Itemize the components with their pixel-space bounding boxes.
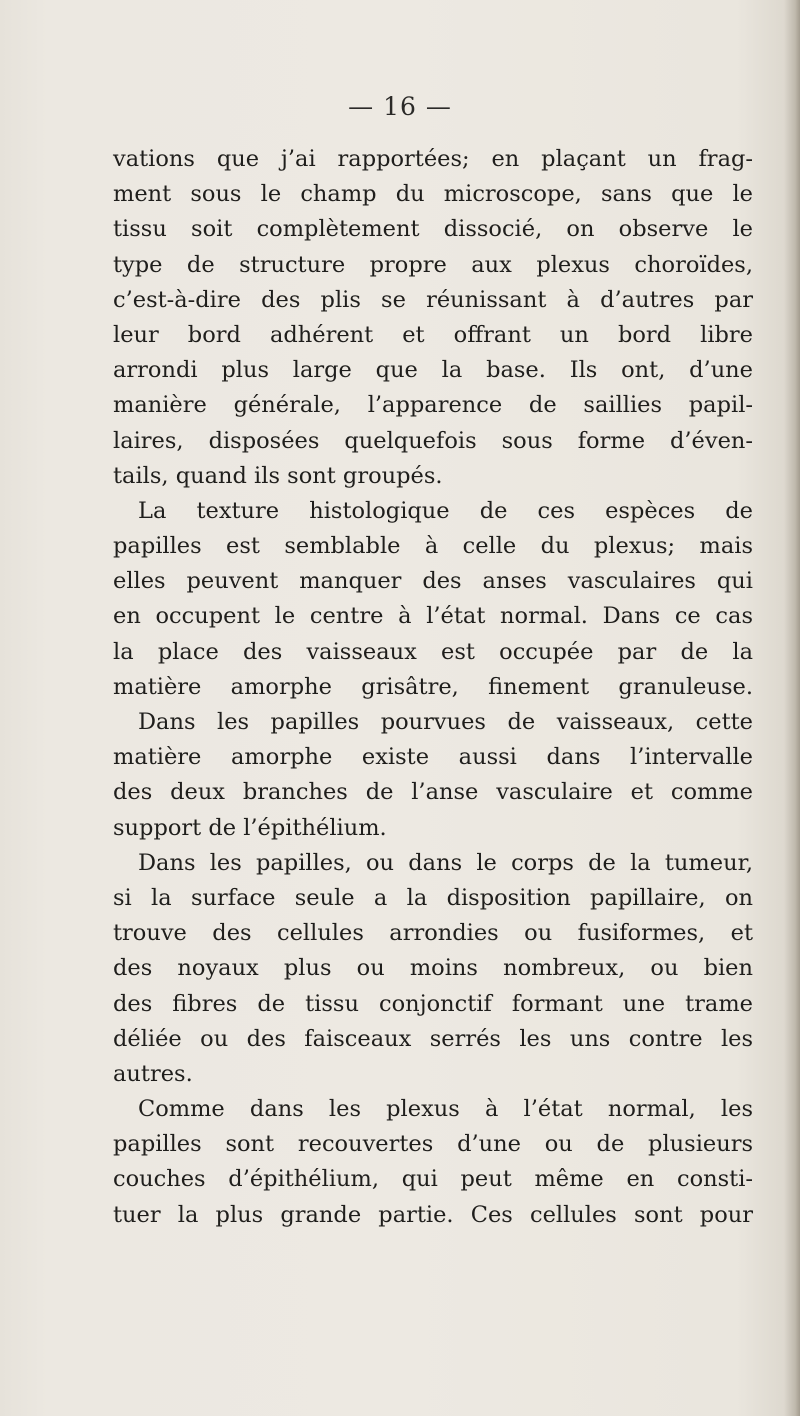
text-line: tuer la plus grande partie. Ces cellules sont pour xyxy=(113,1201,753,1228)
text-line: la place des vaisseaux est occupée par de la xyxy=(113,638,753,665)
text-line: arrondi plus large que la base. Ils ont, d’une xyxy=(113,357,753,384)
text-line: matière amorphe existe aussi dans l’intervalle xyxy=(113,744,753,771)
text-line: support de l’épithélium. xyxy=(113,814,387,841)
text-line: matière amorphe grisâtre, finement granuleuse. xyxy=(113,673,753,700)
body-text xyxy=(113,142,753,1233)
text-line: ment sous le champ du microscope, sans que le xyxy=(113,181,753,208)
page-edge-shadow xyxy=(784,0,800,1416)
text-line: tissu soit complètement dissocié, on observe le xyxy=(113,216,753,243)
text-line: vations que j’ai rapportées; en plaçant un frag- xyxy=(113,146,753,172)
page-number: — 16 — xyxy=(348,92,452,121)
text-line: leur bord adhérent et offrant un bord libre xyxy=(113,321,753,348)
text-line: elles peuvent manquer des anses vasculaires qui xyxy=(113,568,753,595)
text-line: en occupent le centre à l’état normal. Dans ce cas xyxy=(113,603,753,630)
text-line: couches d’épithélium, qui peut même en consti- xyxy=(113,1166,753,1193)
text-line: La texture histologique de ces espèces de xyxy=(138,497,753,524)
text-line: type de structure propre aux plexus choroïdes, xyxy=(113,251,753,278)
text-line: des fibres de tissu conjonctif formant une trame xyxy=(113,990,753,1017)
text-line: papilles est semblable à celle du plexus; mais xyxy=(113,533,753,560)
text-line: Comme dans les plexus à l’état normal, les xyxy=(138,1096,753,1123)
text-line: c’est-à-dire des plis se réunissant à d’autres par xyxy=(113,286,753,313)
text-line: des deux branches de l’anse vasculaire et comme xyxy=(113,779,753,806)
text-line: tails, quand ils sont groupés. xyxy=(113,462,443,489)
text-line: papilles sont recouvertes d’une ou de plusieurs xyxy=(113,1131,753,1158)
text-line: Dans les papilles pourvues de vaisseaux, cette xyxy=(138,709,753,735)
text-line: trouve des cellules arrondies ou fusiformes, et xyxy=(113,920,753,947)
text-line: si la surface seule a la disposition papillaire, on xyxy=(113,884,753,911)
text-line: manière générale, l’apparence de saillies papil- xyxy=(113,392,753,419)
text-line: Dans les papilles, ou dans le corps de la tumeur, xyxy=(138,849,753,876)
text-line: des noyaux plus ou moins nombreux, ou bien xyxy=(113,955,753,982)
text-line: laires, disposées quelquefois sous forme d’éven- xyxy=(113,427,753,454)
text-line: déliée ou des faisceaux serrés les uns contre les xyxy=(113,1025,753,1052)
text-line: autres. xyxy=(113,1060,193,1087)
